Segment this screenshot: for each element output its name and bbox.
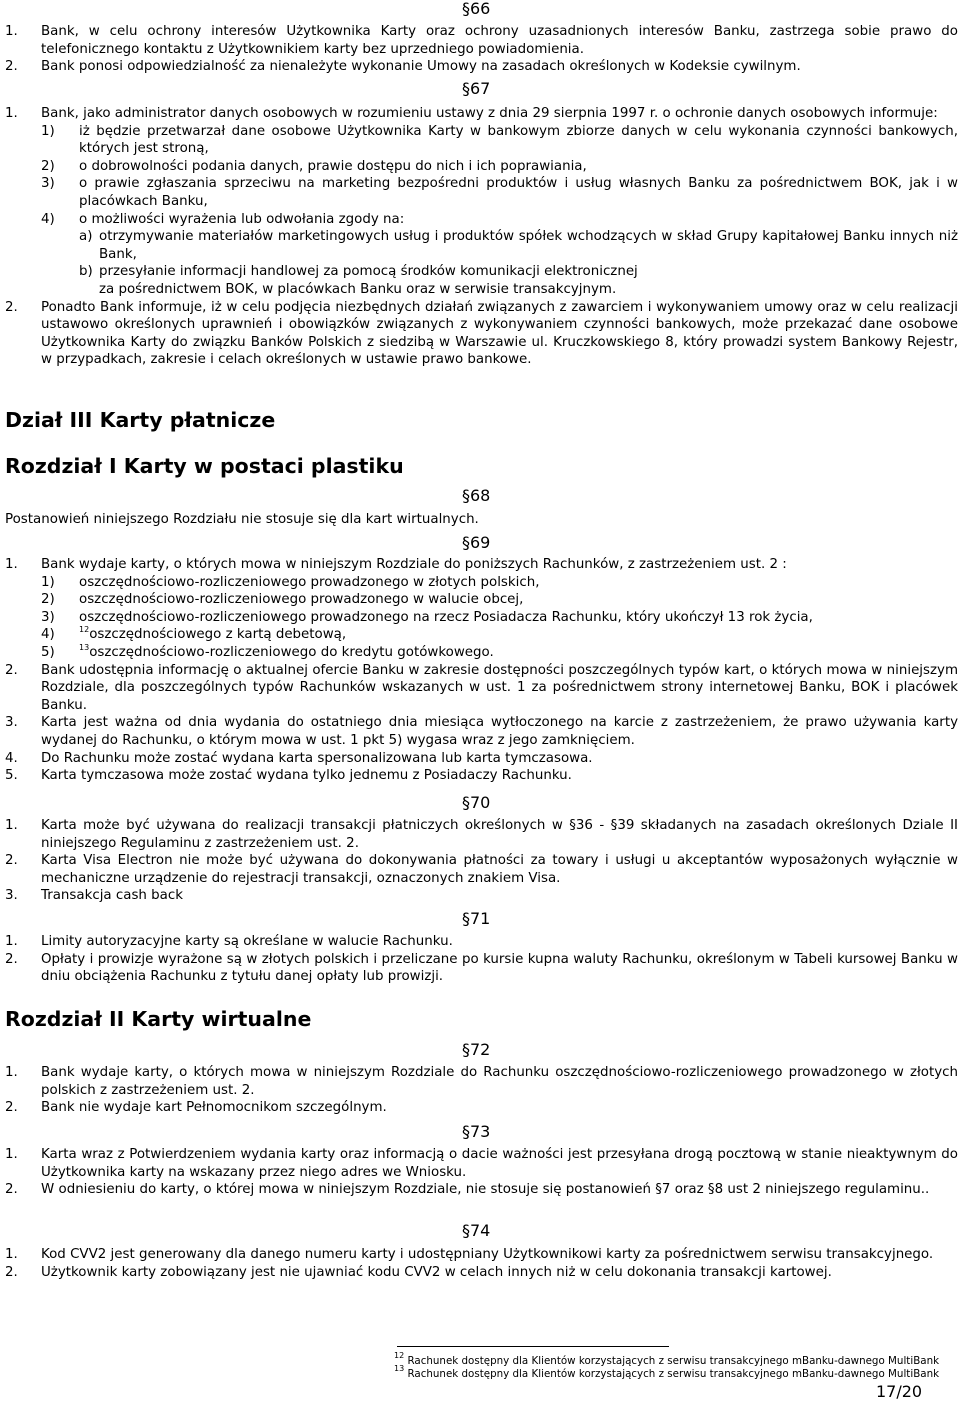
s67-item-2: 2. Ponadto Bank informuje, iż w celu podjęcia niezbędnych działań związanych z zawarciem i wykonywaniem umowy oraz w celu realizacji ustawowo określonych uprawnień i obowiązków związanych z wykonywaniem czynności bankowych, może przekazać dane osobowe Użytkownika Karty do związku Banków Polskich z siedzibą w Warszawie ul. Kruczkowskiego 8, który prowadzi system Bankowy Rejestr, w przypadkach, zakresie i celach określonych w ustawie prawo bankowe.: [5, 299, 958, 368]
footnote-ref-13: 13: [79, 642, 90, 652]
s67-sub-a: a) otrzymywanie materiałów marketingowych usług i produktów spółek wchodzących w skład Grupy kapitałowej Banku innych niż Bank,: [79, 229, 958, 262]
s67-sub-4: 4) o możliwości wyrażenia lub odwołania zgody na:: [41, 211, 405, 227]
rozdzial-1-heading: Rozdział I Karty w postaci plastiku: [5, 454, 404, 478]
s74-item-2: 2. Użytkownik karty zobowiązany jest nie ujawniać kodu CVV2 w celach innych niż w celu dokonania transakcji kartowej.: [5, 1264, 832, 1280]
rozdzial-2-heading: Rozdział II Karty wirtualne: [5, 1007, 312, 1031]
footnote-12: $^{12}$ Rachunek dostępny dla Klientów korzystających z serwisu transakcyjnego mBanku-dawnego MultiBank: [394, 1351, 940, 1367]
s69-sub-2: 2) oszczędnościowo-rozliczeniowego prowadzonego w walucie obcej,: [41, 592, 524, 608]
section-69-heading: §69: [462, 533, 491, 552]
s69-item-3: 3. Karta jest ważna od dnia wydania do ostatniego dnia miesiąca wytłoczonego na karcie z zastrzeżeniem, że prawo używania karty wydanej do Rachunku, o którym mowa w ust. 1 pkt 5) wygasa wraz z jego zamknięciem.: [5, 715, 958, 748]
s66-item-1: 1. Bank, w celu ochrony interesów Użytkownika Karty oraz ochrony uzasadnionych interesów Banku, zastrzega sobie prawo do telefonicznego kontaktu z Użytkownikiem karty bez uprzedniego powiadomienia.: [5, 24, 958, 57]
section-74-body: [5, 1246, 958, 1281]
s71-item-1: 1. Limity autoryzacyjne karty są określane w walucie Rachunku.: [5, 934, 453, 949]
s69-item-5: 5. Karta tymczasowa może zostać wydana tylko jednemu z Posiadaczy Rachunku.: [5, 768, 572, 784]
s67-sub-2: 2) o dobrowolności podania danych, prawie dostępu do nich i ich poprawiania,: [41, 158, 587, 174]
section-66-body: [5, 23, 958, 76]
s67-sub-1: 1) iż będzie przetwarzał dane osobowe Użytkownika Karty w bankowym zbiorze danych w celu wykonania czynności bankowych, których jest stroną,: [41, 123, 958, 157]
section-69-body: [5, 556, 958, 785]
s72-item-1: 1. Bank wydaje karty, o których mowa w niniejszym Rozdziale do Rachunku oszczędnościowo-rozliczeniowego prowadzonego w złotych polskich z zastrzeżeniem ust. 2.: [5, 1065, 958, 1098]
section-66-heading: §66: [462, 0, 491, 18]
section-74-heading: §74: [462, 1221, 491, 1240]
section-70-heading: §70: [462, 793, 491, 812]
s68-text: Postanowień niniejszego Rozdziału nie stosuje się dla kart wirtualnych.: [5, 512, 479, 527]
s67-item-1: 1. Bank, jako administrator danych osobowych w rozumieniu ustawy z dnia 29 sierpnia 1997 r. o ochronie danych osobowych informuje:: [5, 106, 938, 121]
s70-item-1: 1. Karta może być używana do realizacji transakcji płatniczych określonych w §36 - §39 składanych na zasadach określonych Dziale II niniejszego Regulaminu z zastrzeżeniem ust. 2.: [5, 818, 958, 851]
s72-item-2: 2. Bank nie wydaje kart Pełnomocnikom szczególnym.: [5, 1100, 387, 1116]
s73-item-1: 1. Karta wraz z Potwierdzeniem wydania karty oraz informacją o dacie ważności jest przesyłana drogą pocztową w stanie nieaktywnym do Użytkownika karty na wskazany przez niego adres we Wniosku.: [5, 1147, 958, 1180]
s67-sub-3: 3) o prawie zgłaszania sprzeciwu na marketing bezpośredni produktów i usług własnych Banku za pośrednictwem BOK, jak i w placówkach Banku,: [41, 176, 958, 209]
s66-item-2: 2. Bank ponosi odpowiedzialność za nienależyte wykonanie Umowy na zasadach określonych w Kodeksie cywilnym.: [5, 59, 801, 75]
s67-sub-b-cont: za pośrednictwem BOK, w placówkach Banku oraz w serwisie transakcyjnym.: [99, 281, 617, 297]
s70-item-2: 2. Karta Visa Electron nie może być używana do dokonywania płatności za towary i usługi u akceptantów wyposażonych wyłącznie w mechaniczne urządzenie do rejestracji transakcji, oznaczonych znakiem Visa.: [5, 853, 958, 886]
s69-sub-1: 1) oszczędnościowo-rozliczeniowego prowadzonego w złotych polskich,: [41, 574, 540, 590]
footnote-ref-12: 12: [79, 625, 90, 635]
section-72-body: [5, 1064, 958, 1117]
s71-item-2: 2. Opłaty i prowizje wyrażone są w złotych polskich i przeliczane po kursie kupna waluty Rachunku, określonym w Tabeli kursowej Banku w dniu obciążenia Rachunku z tytułu danej opłaty lub prowizji.: [5, 951, 958, 985]
dzial-heading: Dział III Karty płatnicze: [5, 408, 276, 432]
s73-item-2: 2. W odniesieniu do karty, o której mowa w niniejszym Rozdziale, nie stosuje się postanowień §7 oraz §8 ust 2 niniejszego regulaminu..: [5, 1182, 930, 1198]
s70-item-3: 3. Transakcja cash back: [5, 888, 183, 904]
section-71-body: [5, 933, 958, 986]
s74-item-1: 1. Kod CVV2 jest generowany dla danego numeru karty i udostępniany Użytkownikowi karty za pośrednictwem serwisu transakcyjnego.: [5, 1247, 934, 1262]
section-73-heading: §73: [462, 1122, 491, 1141]
s69-sub-3: 3) oszczędnościowo-rozliczeniowego prowadzonego na rzecz Posiadacza Rachunku, który ukończył 13 rok życia,: [41, 609, 813, 625]
section-68-heading: §68: [462, 486, 491, 505]
s69-item-2: 2. Bank udostępnia informację o aktualnej ofercie Banku w zakresie dostępności poszczególnych typów kart, o których mowa w niniejszym Rozdziale, dla poszczególnych typów Rachunków wskazanych w ust. 1 za pośrednictwem strony internetowej Banku, BOK i placówek Banku.: [5, 662, 958, 713]
section-73-body: [5, 1146, 958, 1199]
section-70-body: [5, 817, 958, 905]
s69-sub-5: 5) $^{13}$oszczędnościowo-rozliczeniowego do kredytu gotówkowego.: [41, 642, 494, 660]
s69-item-4: 4. Do Rachunku może zostać wydana karta spersonalizowana lub karta tymczasowa.: [5, 750, 593, 766]
section-67-body: [5, 105, 958, 369]
s69-item-1: 1. Bank wydaje karty, o których mowa w niniejszym Rozdziale do poniższych Rachunków, z zastrzeżeniem ust. 2 :: [5, 557, 787, 572]
s69-sub-4: 4) $^{12}$oszczędnościowego z kartą debetową,: [41, 625, 347, 643]
page-number: 17/20: [876, 1382, 923, 1401]
section-68-body: [5, 511, 958, 529]
footnote-13: $^{13}$ Rachunek dostępny dla Klientów korzystających z serwisu transakcyjnego mBanku-dawnego MultiBank: [394, 1364, 940, 1380]
s67-sub-b: b) przesyłanie informacji handlowej za pomocą środków komunikacji elektronicznej: [79, 264, 638, 280]
footnote-separator: [397, 1346, 669, 1347]
section-71-heading: §71: [462, 909, 491, 928]
section-67-heading: §67: [462, 79, 491, 98]
section-72-heading: §72: [462, 1040, 491, 1059]
